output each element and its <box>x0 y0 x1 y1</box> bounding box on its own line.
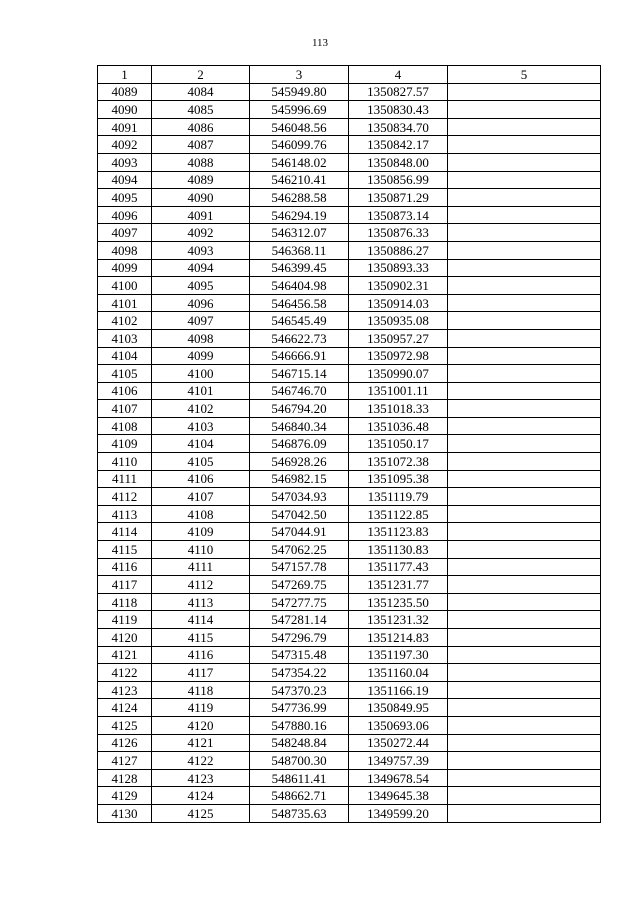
table-cell <box>448 101 601 119</box>
table-cell <box>448 136 601 154</box>
table-cell: 546794.20 <box>250 400 349 418</box>
table-cell: 4114 <box>98 523 152 541</box>
table-cell: 548735.63 <box>250 804 349 822</box>
table-cell: 1349678.54 <box>349 769 448 787</box>
table-cell: 547736.99 <box>250 699 349 717</box>
table-cell <box>448 470 601 488</box>
table-cell: 4120 <box>152 716 250 734</box>
table-cell: 1351231.77 <box>349 576 448 594</box>
table-cell: 548248.84 <box>250 734 349 752</box>
table-cell <box>448 171 601 189</box>
table-cell <box>448 787 601 805</box>
table-cell: 4093 <box>152 241 250 259</box>
table-cell: 547269.75 <box>250 576 349 594</box>
table-cell: 1350830.43 <box>349 101 448 119</box>
table-cell: 1351001.11 <box>349 382 448 400</box>
table-cell <box>448 611 601 629</box>
table-row <box>98 435 601 453</box>
coordinates-table <box>97 65 601 823</box>
table-cell <box>448 505 601 523</box>
table-cell <box>448 752 601 770</box>
table-cell: 4106 <box>98 382 152 400</box>
table-cell: 1351119.79 <box>349 488 448 506</box>
table-cell: 548700.30 <box>250 752 349 770</box>
table-cell: 546456.58 <box>250 294 349 312</box>
table-row <box>98 365 601 383</box>
table-cell: 4088 <box>152 153 250 171</box>
table-cell: 4102 <box>98 312 152 330</box>
table-cell: 4123 <box>98 681 152 699</box>
table-cell: 4095 <box>98 189 152 207</box>
table-row <box>98 681 601 699</box>
table-cell: 4118 <box>98 593 152 611</box>
table-cell <box>448 294 601 312</box>
table-cell: 547062.25 <box>250 541 349 559</box>
table-cell <box>448 541 601 559</box>
table-cell: 1351160.04 <box>349 664 448 682</box>
table-cell <box>448 593 601 611</box>
table-row <box>98 83 601 101</box>
table-row <box>98 101 601 119</box>
table-cell: 4108 <box>98 417 152 435</box>
table-cell <box>448 224 601 242</box>
table-header-row <box>98 66 601 84</box>
table-row <box>98 488 601 506</box>
table-cell: 4122 <box>152 752 250 770</box>
table-cell: 4095 <box>152 277 250 295</box>
table-cell <box>448 400 601 418</box>
table-cell: 4111 <box>98 470 152 488</box>
table-cell: 547354.22 <box>250 664 349 682</box>
table-cell: 4130 <box>98 804 152 822</box>
table-cell <box>448 681 601 699</box>
table-cell: 546148.02 <box>250 153 349 171</box>
table-cell: 4090 <box>152 189 250 207</box>
table-row <box>98 259 601 277</box>
table-cell: 547370.23 <box>250 681 349 699</box>
table-cell: 4126 <box>98 734 152 752</box>
table-cell <box>448 277 601 295</box>
table-cell: 4104 <box>152 435 250 453</box>
table-cell: 4084 <box>152 83 250 101</box>
table-cell <box>448 347 601 365</box>
table-cell <box>448 206 601 224</box>
table-cell: 547281.14 <box>250 611 349 629</box>
table-cell: 4110 <box>152 541 250 559</box>
table-cell: 4104 <box>98 347 152 365</box>
table-cell: 4116 <box>152 646 250 664</box>
table-cell: 546368.11 <box>250 241 349 259</box>
table-cell: 4112 <box>98 488 152 506</box>
table-cell: 546048.56 <box>250 118 349 136</box>
table-row <box>98 189 601 207</box>
table-cell: 546545.49 <box>250 312 349 330</box>
table-cell: 546746.70 <box>250 382 349 400</box>
table-row <box>98 206 601 224</box>
table-cell: 547315.48 <box>250 646 349 664</box>
table-row <box>98 277 601 295</box>
table-row <box>98 312 601 330</box>
table-cell: 4109 <box>98 435 152 453</box>
table-cell <box>448 769 601 787</box>
table-cell: 4125 <box>98 716 152 734</box>
table-cell: 4113 <box>152 593 250 611</box>
table-cell: 1350876.33 <box>349 224 448 242</box>
table-cell: 1351123.83 <box>349 523 448 541</box>
table-cell: 1350272.44 <box>349 734 448 752</box>
table-row <box>98 611 601 629</box>
table-cell: 546294.19 <box>250 206 349 224</box>
page-number: 113 <box>311 37 329 49</box>
table-cell: 4094 <box>98 171 152 189</box>
table-cell: 4085 <box>152 101 250 119</box>
table-cell <box>448 558 601 576</box>
table-cell: 4119 <box>152 699 250 717</box>
table-cell: 547880.16 <box>250 716 349 734</box>
table-cell: 1350935.08 <box>349 312 448 330</box>
table-cell: 4105 <box>152 453 250 471</box>
table-cell: 4125 <box>152 804 250 822</box>
table-cell: 546312.07 <box>250 224 349 242</box>
table-cell: 547044.91 <box>250 523 349 541</box>
table-cell: 548662.71 <box>250 787 349 805</box>
table-cell: 1349599.20 <box>349 804 448 822</box>
table-cell: 1351072.38 <box>349 453 448 471</box>
table-row <box>98 804 601 822</box>
table-cell: 4112 <box>152 576 250 594</box>
table-cell: 1350834.70 <box>349 118 448 136</box>
table-cell: 546210.41 <box>250 171 349 189</box>
table-cell: 4094 <box>152 259 250 277</box>
table-cell <box>448 664 601 682</box>
table-cell: 4116 <box>98 558 152 576</box>
table-row <box>98 699 601 717</box>
table-cell: 4090 <box>98 101 152 119</box>
table-row <box>98 241 601 259</box>
table-cell: 4115 <box>152 629 250 647</box>
table-cell: 4128 <box>98 769 152 787</box>
table-row <box>98 593 601 611</box>
table-cell <box>448 259 601 277</box>
table-row <box>98 505 601 523</box>
table-cell: 1350957.27 <box>349 329 448 347</box>
table-cell: 4118 <box>152 681 250 699</box>
table-cell: 4102 <box>152 400 250 418</box>
table-cell: 4091 <box>98 118 152 136</box>
table-cell: 1350871.29 <box>349 189 448 207</box>
table-row <box>98 470 601 488</box>
table-cell <box>448 118 601 136</box>
column-header-1: 1 <box>98 66 152 84</box>
table-row <box>98 453 601 471</box>
table-row <box>98 523 601 541</box>
table-cell <box>448 716 601 734</box>
table-cell: 1351095.38 <box>349 470 448 488</box>
table-cell: 546288.58 <box>250 189 349 207</box>
table-cell: 546876.09 <box>250 435 349 453</box>
table-row <box>98 417 601 435</box>
table-cell: 547034.93 <box>250 488 349 506</box>
table-row <box>98 382 601 400</box>
table-cell: 4121 <box>152 734 250 752</box>
table-cell: 547042.50 <box>250 505 349 523</box>
table-cell: 1350693.06 <box>349 716 448 734</box>
table-row <box>98 136 601 154</box>
table-cell: 4120 <box>98 629 152 647</box>
table-cell: 4098 <box>98 241 152 259</box>
table-cell: 547277.75 <box>250 593 349 611</box>
table-cell: 4119 <box>98 611 152 629</box>
table-cell: 1350842.17 <box>349 136 448 154</box>
table-cell: 4086 <box>152 118 250 136</box>
table-cell: 4117 <box>98 576 152 594</box>
table-cell: 546928.26 <box>250 453 349 471</box>
table-cell <box>448 734 601 752</box>
table-cell: 1351214.83 <box>349 629 448 647</box>
table-row <box>98 716 601 734</box>
table-row <box>98 171 601 189</box>
table-cell: 546404.98 <box>250 277 349 295</box>
table-cell: 4097 <box>98 224 152 242</box>
table-row <box>98 769 601 787</box>
table-cell: 4096 <box>98 206 152 224</box>
table-cell <box>448 189 601 207</box>
table-cell: 4127 <box>98 752 152 770</box>
table-cell: 1351231.32 <box>349 611 448 629</box>
table-cell: 1351166.19 <box>349 681 448 699</box>
table-cell: 546666.91 <box>250 347 349 365</box>
table-cell: 547296.79 <box>250 629 349 647</box>
table-cell: 1350886.27 <box>349 241 448 259</box>
table-cell: 1349757.39 <box>349 752 448 770</box>
table-cell: 4117 <box>152 664 250 682</box>
table-body <box>98 83 601 822</box>
table-cell: 1351018.33 <box>349 400 448 418</box>
table-cell <box>448 699 601 717</box>
table-cell: 1350893.33 <box>349 259 448 277</box>
table-row <box>98 224 601 242</box>
table-cell <box>448 312 601 330</box>
table-row <box>98 576 601 594</box>
table-cell: 1350827.57 <box>349 83 448 101</box>
table-cell: 545949.80 <box>250 83 349 101</box>
table-cell: 1350902.31 <box>349 277 448 295</box>
table-cell: 1351177.43 <box>349 558 448 576</box>
table-cell: 546715.14 <box>250 365 349 383</box>
table-cell: 1350856.99 <box>349 171 448 189</box>
table-cell: 4100 <box>98 277 152 295</box>
column-header-4: 4 <box>349 66 448 84</box>
table-row <box>98 734 601 752</box>
table-row <box>98 329 601 347</box>
table-cell: 4099 <box>98 259 152 277</box>
table-row <box>98 629 601 647</box>
table-cell: 4113 <box>98 505 152 523</box>
table-cell: 4121 <box>98 646 152 664</box>
table-cell: 4092 <box>152 224 250 242</box>
table-cell: 547157.78 <box>250 558 349 576</box>
table-cell: 4114 <box>152 611 250 629</box>
table-cell: 4129 <box>98 787 152 805</box>
table-cell: 545996.69 <box>250 101 349 119</box>
table-row <box>98 664 601 682</box>
table-cell: 1351036.48 <box>349 417 448 435</box>
table-cell: 546982.15 <box>250 470 349 488</box>
table-cell: 546099.76 <box>250 136 349 154</box>
table-cell <box>448 488 601 506</box>
table-cell: 4110 <box>98 453 152 471</box>
table-cell: 4101 <box>152 382 250 400</box>
table-cell: 1350873.14 <box>349 206 448 224</box>
table-cell <box>448 646 601 664</box>
table-cell: 4087 <box>152 136 250 154</box>
table-cell: 546622.73 <box>250 329 349 347</box>
table-cell: 4122 <box>98 664 152 682</box>
table-cell: 4107 <box>98 400 152 418</box>
table-cell: 4124 <box>152 787 250 805</box>
column-header-5: 5 <box>448 66 601 84</box>
table-row <box>98 118 601 136</box>
table-row <box>98 752 601 770</box>
table-cell: 1351130.83 <box>349 541 448 559</box>
table-cell <box>448 435 601 453</box>
table-cell: 4089 <box>98 83 152 101</box>
table-cell <box>448 629 601 647</box>
table-cell: 4098 <box>152 329 250 347</box>
table-cell: 4105 <box>98 365 152 383</box>
table-cell: 4101 <box>98 294 152 312</box>
table-cell: 1351122.85 <box>349 505 448 523</box>
column-header-2: 2 <box>152 66 250 84</box>
column-header-3: 3 <box>250 66 349 84</box>
table-cell: 1350990.07 <box>349 365 448 383</box>
table-row <box>98 541 601 559</box>
table-cell: 4099 <box>152 347 250 365</box>
table-cell: 546840.34 <box>250 417 349 435</box>
table-cell: 4100 <box>152 365 250 383</box>
table-cell <box>448 241 601 259</box>
table-cell: 4091 <box>152 206 250 224</box>
table-cell: 4097 <box>152 312 250 330</box>
table-cell <box>448 523 601 541</box>
table-row <box>98 400 601 418</box>
table-cell: 4111 <box>152 558 250 576</box>
table-row <box>98 558 601 576</box>
table-cell: 4124 <box>98 699 152 717</box>
table-cell: 1350972.98 <box>349 347 448 365</box>
table-cell <box>448 382 601 400</box>
table-row <box>98 347 601 365</box>
table-cell: 4108 <box>152 505 250 523</box>
table-cell: 1351050.17 <box>349 435 448 453</box>
table-row <box>98 153 601 171</box>
table-cell: 4123 <box>152 769 250 787</box>
table-cell <box>448 83 601 101</box>
table-row <box>98 646 601 664</box>
table-cell <box>448 453 601 471</box>
table-row <box>98 294 601 312</box>
table-cell: 1350914.03 <box>349 294 448 312</box>
table-cell: 4103 <box>152 417 250 435</box>
table-cell <box>448 417 601 435</box>
table-cell: 548611.41 <box>250 769 349 787</box>
table-cell <box>448 365 601 383</box>
table-cell: 4092 <box>98 136 152 154</box>
table-cell: 1349645.38 <box>349 787 448 805</box>
table-cell: 4096 <box>152 294 250 312</box>
table-cell: 1351197.30 <box>349 646 448 664</box>
table-cell: 4115 <box>98 541 152 559</box>
table-cell <box>448 329 601 347</box>
table-cell: 4103 <box>98 329 152 347</box>
table-cell: 4109 <box>152 523 250 541</box>
table-cell <box>448 153 601 171</box>
table-cell <box>448 804 601 822</box>
table-cell: 4107 <box>152 488 250 506</box>
table-cell: 1350849.95 <box>349 699 448 717</box>
table-cell: 1350848.00 <box>349 153 448 171</box>
table-cell: 546399.45 <box>250 259 349 277</box>
table-cell <box>448 576 601 594</box>
table-cell: 1351235.50 <box>349 593 448 611</box>
table-cell: 4093 <box>98 153 152 171</box>
table-row <box>98 787 601 805</box>
table-cell: 4089 <box>152 171 250 189</box>
table-cell: 4106 <box>152 470 250 488</box>
